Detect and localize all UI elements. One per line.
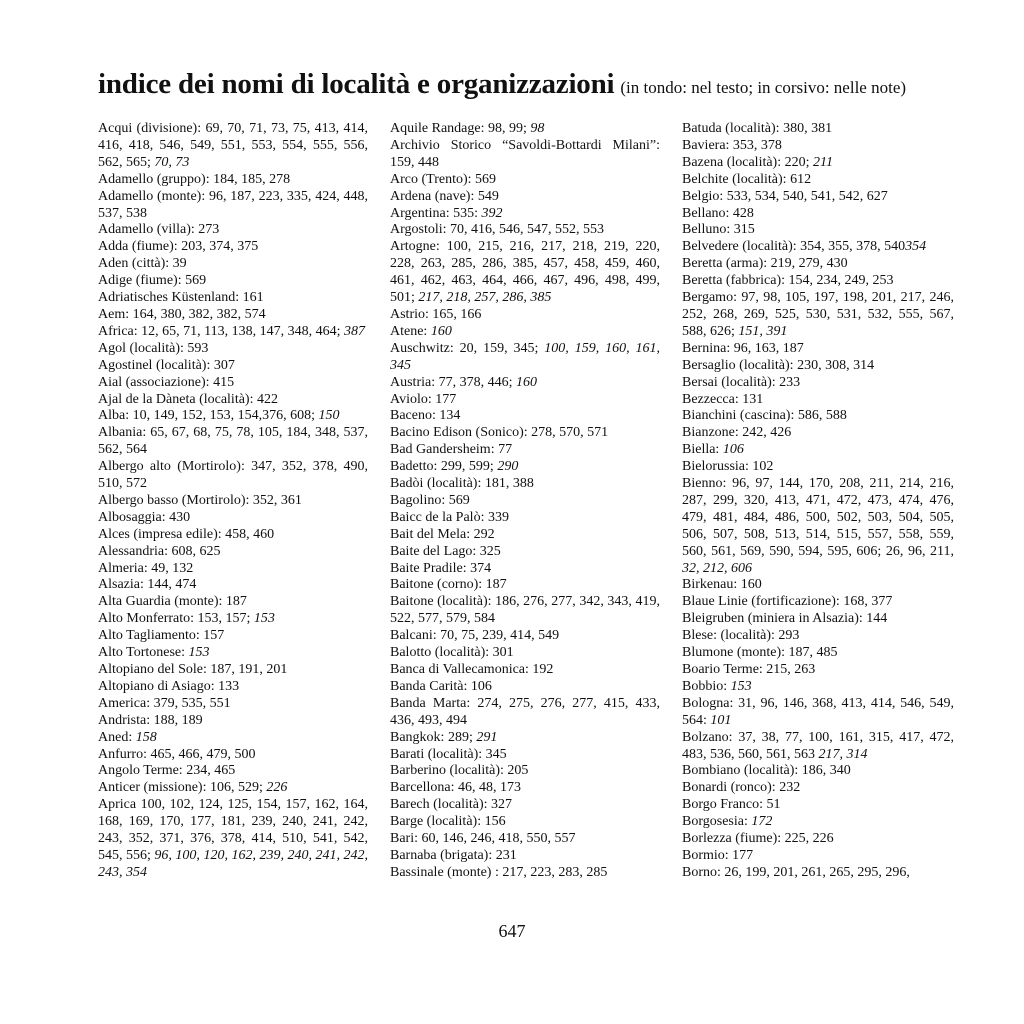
- index-entry: [390, 206, 660, 223]
- index-entry-text: Bersaglio (località): 230, 308, 314: [682, 357, 875, 373]
- index-entry-text: Barcellona: 46, 48, 173: [390, 780, 522, 796]
- index-entry: [98, 290, 368, 307]
- index-entry-text: Alta Guardia (monte): 187: [98, 594, 247, 610]
- index-entry: [390, 780, 660, 797]
- index-entry-text: Albania: 65, 67, 68, 75, 78, 105, 184, 348, 537, 562, 564: [98, 425, 368, 458]
- index-entry: [390, 797, 660, 814]
- index-entry: [682, 155, 954, 172]
- index-entry-note-pages: 158: [135, 729, 157, 745]
- index-entry-text: Aden (città): 39: [98, 256, 187, 272]
- index-entry-note-pages: 70, 73: [154, 154, 190, 170]
- index-entry: [98, 358, 368, 375]
- index-entry-text: Belgio: 533, 534, 540, 541, 542, 627: [682, 188, 888, 204]
- index-entry: [98, 594, 368, 611]
- index-entry: [682, 341, 954, 358]
- index-entry-text: Anfurro: 465, 466, 479, 500: [98, 746, 256, 762]
- index-entry: [390, 189, 660, 206]
- index-entry-text: Bassinale (monte) : 217, 223, 283, 285: [390, 864, 608, 880]
- index-entry: [98, 713, 368, 730]
- index-entry: [390, 425, 660, 442]
- page-heading: [98, 68, 906, 101]
- index-entry-text: Badetto: 299, 599;: [390, 459, 498, 475]
- index-entry: [390, 476, 660, 493]
- index-entry-text: Bagolino: 569: [390, 492, 470, 508]
- page-subtitle: (in tondo: nel testo; in corsivo: nelle note): [620, 78, 907, 97]
- index-entry: [390, 239, 660, 307]
- index-entry: [98, 341, 368, 358]
- index-entry-text: Baicc de la Palò: 339: [390, 509, 509, 525]
- index-entry-text: Alessandria: 608, 625: [98, 543, 221, 559]
- index-entry: [98, 645, 368, 662]
- index-entry-text: Adamello (gruppo): 184, 185, 278: [98, 171, 291, 187]
- index-entry-text: Blaue Linie (fortificazione): 168, 377: [682, 594, 893, 610]
- index-entry-text: Baviera: 353, 378: [682, 137, 782, 153]
- index-entry: [390, 645, 660, 662]
- index-entry-text: Boario Terme: 215, 263: [682, 662, 816, 677]
- page-title: indice dei nomi di località e organizzazioni: [98, 68, 615, 100]
- index-entry-text: Bergamo: 97, 98, 105, 197, 198, 201, 217, 246, 252, 268, 269, 525, 530, 531, 532, 555, 567, 588, 626;: [682, 290, 954, 339]
- index-entry-text: Biella:: [682, 442, 723, 458]
- index-entry-text: Auschwitz: 20, 159, 345;: [390, 340, 545, 356]
- index-entry: [682, 831, 954, 848]
- index-entry-text: Bazena (località): 220;: [682, 154, 813, 170]
- index-entry: [390, 510, 660, 527]
- index-entry: [682, 848, 954, 865]
- index-entry-text: Blumone (monte): 187, 485: [682, 645, 838, 661]
- index-entry-text: Altopiano di Asiago: 133: [98, 678, 240, 694]
- index-entry-note-pages: 226: [266, 780, 288, 796]
- index-entry-text: Bobbio:: [682, 678, 731, 694]
- index-entry: [390, 865, 660, 882]
- index-entry-text: Africa: 12, 65, 71, 113, 138, 147, 348, 464;: [98, 323, 345, 339]
- index-entry: [682, 459, 954, 476]
- index-entry: [98, 239, 368, 256]
- index-entry: [682, 206, 954, 223]
- index-entry: [682, 730, 954, 764]
- index-entry: [390, 730, 660, 747]
- index-entry-text: Altopiano del Sole: 187, 191, 201: [98, 662, 288, 677]
- index-entry-note-pages: 291: [476, 729, 498, 745]
- index-entry-text: Blese: (località): 293: [682, 628, 800, 644]
- index-entry: [98, 273, 368, 290]
- index-entry: [390, 408, 660, 425]
- index-entry: [390, 341, 660, 375]
- index-entry: [682, 189, 954, 206]
- index-entry-text: Bezzecca: 131: [682, 391, 764, 407]
- index-entry-note-pages: 392: [481, 205, 503, 221]
- index-entry: [390, 544, 660, 561]
- index-entry: [682, 628, 954, 645]
- index-entry: [390, 831, 660, 848]
- index-entry-note-pages: 151, 391: [738, 323, 788, 339]
- index-entry: [98, 425, 368, 459]
- index-entry: [682, 577, 954, 594]
- index-entry: [98, 121, 368, 172]
- index-entry-text: Banda Marta: 274, 275, 276, 277, 415, 433, 436, 493, 494: [390, 695, 660, 728]
- index-entry-text: Almeria: 49, 132: [98, 560, 194, 576]
- index-entry: [98, 459, 368, 493]
- index-entry-text: Alto Monferrato: 153, 157;: [98, 611, 254, 627]
- index-entry-text: Barge (località): 156: [390, 814, 506, 830]
- index-entry: [98, 747, 368, 764]
- index-entry: [390, 594, 660, 628]
- index-entry-text: Banda Carità: 106: [390, 678, 492, 694]
- index-entry-text: Bait del Mela: 292: [390, 526, 495, 542]
- index-entry: [98, 730, 368, 747]
- index-entry-text: Baceno: 134: [390, 408, 461, 424]
- index-entry: [682, 797, 954, 814]
- index-entry-text: Agol (località): 593: [98, 340, 209, 356]
- index-entry-text: Bormio: 177: [682, 847, 754, 863]
- index-entry-text: Barberino (località): 205: [390, 763, 529, 779]
- index-entry-text: Badòi (località): 181, 388: [390, 476, 534, 492]
- index-entry: [390, 561, 660, 578]
- index-entry-note-pages: 100, 159, 160, 161, 345: [390, 340, 660, 373]
- index-entry-text: Aprica 100, 102, 124, 125, 154, 157, 162, 164, 168, 169, 170, 177, 181, 239, 240, 241, 242, 243, 352, 371, 376, 378, 414, 510, 541, 542, 545, 556;: [98, 797, 368, 863]
- index-entry: [682, 594, 954, 611]
- index-entry-text: Archivio Storico “Savoldi-Bottardi Milani”: 159, 448: [390, 137, 660, 170]
- index-entry-text: Adriatisches Küstenland: 161: [98, 290, 264, 306]
- index-entry: [98, 392, 368, 409]
- index-entry-text: Aviolo: 177: [390, 391, 457, 407]
- index-entry-text: Ardena (nave): 549: [390, 188, 499, 204]
- index-entry-text: Bologna: 31, 96, 146, 368, 413, 414, 546, 549, 564:: [682, 695, 954, 728]
- index-entry: [98, 256, 368, 273]
- index-entry: [682, 138, 954, 155]
- index-entry: [390, 442, 660, 459]
- index-entry-text: Agostinel (località): 307: [98, 357, 235, 373]
- index-entry-text: Arco (Trento): 569: [390, 171, 497, 187]
- index-entry-text: Barati (località): 345: [390, 746, 507, 762]
- index-entry-note-pages: 290: [497, 459, 519, 475]
- index-entry: [98, 510, 368, 527]
- index-entry-text: Aquile Randage: 98, 99;: [390, 121, 531, 136]
- index-entry-text: Baite del Lago: 325: [390, 543, 501, 559]
- index-entry: [390, 121, 660, 138]
- index-entry: [682, 814, 954, 831]
- index-entry: [390, 747, 660, 764]
- index-entry: [98, 797, 368, 882]
- index-entry-note-pages: 96, 100, 120, 162, 239, 240, 241, 242, 243, 354: [98, 847, 369, 880]
- index-entry: [98, 375, 368, 392]
- index-entry-note-pages: 160: [516, 374, 537, 390]
- index-entry-text: Belvedere (località): 354, 355, 378, 540: [682, 239, 906, 255]
- index-entry-text: Borlezza (fiume): 225, 226: [682, 831, 834, 847]
- index-entry: [682, 645, 954, 662]
- index-entry-text: Argentina: 535:: [390, 205, 482, 221]
- index-entry: [682, 172, 954, 189]
- index-entry-note-pages: 153: [253, 611, 275, 627]
- index-entry: [98, 493, 368, 510]
- index-entry-note-pages: 106: [722, 442, 744, 458]
- index-entry: [98, 544, 368, 561]
- index-entry-text: Ajal de la Dàneta (località): 422: [98, 391, 278, 407]
- index-entry: [682, 392, 954, 409]
- index-column-1: [98, 121, 368, 882]
- index-entry-text: Balcani: 70, 75, 239, 414, 549: [390, 628, 560, 644]
- index-entry-text: Alsazia: 144, 474: [98, 577, 197, 593]
- index-entry-text: Adamello (villa): 273: [98, 222, 220, 238]
- index-entry: [390, 679, 660, 696]
- index-entry-text: Alto Tortonese:: [98, 645, 189, 661]
- index-entry-text: Bianzone: 242, 426: [682, 425, 792, 441]
- index-entry-text: Bernina: 96, 163, 187: [682, 340, 804, 356]
- index-entry-note-pages: 101: [710, 712, 732, 728]
- index-entry: [390, 172, 660, 189]
- index-entry-text: Anticer (missione): 106, 529;: [98, 780, 267, 796]
- index-entry-text: Argostoli: 70, 416, 546, 547, 552, 553: [390, 222, 605, 238]
- index-entry-text: Bacino Edison (Sonico): 278, 570, 571: [390, 425, 609, 441]
- index-entry: [682, 679, 954, 696]
- index-entry-text: Belluno: 315: [682, 222, 755, 238]
- index-entry-note-pages: 217, 314: [818, 746, 868, 762]
- index-entry-text: Astrio: 165, 166: [390, 306, 482, 322]
- index-entry: [390, 848, 660, 865]
- index-entry: [682, 865, 954, 882]
- index-entry: [390, 493, 660, 510]
- index-entry-text: Alto Tagliamento: 157: [98, 628, 225, 644]
- index-entry-text: Bolzano: 37, 38, 77, 100, 161, 315, 417, 472, 483, 536, 560, 561, 563: [682, 729, 954, 762]
- index-entry-note-pages: 211: [813, 154, 833, 170]
- index-entry: [98, 172, 368, 189]
- index-entry: [682, 425, 954, 442]
- index-entry-text: Banca di Vallecamonica: 192: [390, 662, 554, 677]
- index-entry-text: Baite Pradile: 374: [390, 560, 492, 576]
- index-entry-text: Barnaba (brigata): 231: [390, 847, 517, 863]
- index-entry-text: Bombiano (località): 186, 340: [682, 763, 851, 779]
- index-entry-text: Birkenau: 160: [682, 577, 762, 593]
- index-entry: [390, 392, 660, 409]
- index-entry-text: Beretta (arma): 219, 279, 430: [682, 256, 848, 272]
- index-entry: [98, 189, 368, 223]
- index-entry-text: Batuda (località): 380, 381: [682, 121, 833, 136]
- index-entry: [390, 814, 660, 831]
- index-entry: [390, 763, 660, 780]
- index-entry-note-pages: 153: [730, 678, 752, 694]
- index-entry-note-pages: 32, 212, 606: [682, 560, 752, 576]
- index-entry-text: Albergo basso (Mortirolo): 352, 361: [98, 492, 302, 508]
- index-entry-text: Austria: 77, 378, 446;: [390, 374, 516, 390]
- index-entry-text: Borno: 26, 199, 201, 261, 265, 295, 296,: [682, 864, 910, 880]
- index-entry-text: Borgo Franco: 51: [682, 797, 781, 813]
- index-entry: [98, 662, 368, 679]
- index-entry: [682, 476, 954, 577]
- index-entry: [98, 611, 368, 628]
- index-entry: [682, 358, 954, 375]
- index-entry-text: Adige (fiume): 569: [98, 273, 207, 289]
- index-entry-note-pages: 354: [905, 239, 927, 255]
- index-entry-note-pages: 160: [430, 323, 452, 339]
- index-entry-note-pages: 387: [344, 323, 366, 339]
- index-entry-note-pages: 150: [318, 408, 340, 424]
- index-entry: [390, 628, 660, 645]
- index-entry-text: Angolo Terme: 234, 465: [98, 763, 236, 779]
- index-entry-text: Albosaggia: 430: [98, 509, 191, 525]
- index-entry-text: Baitone (località): 186, 276, 277, 342, 343, 419, 522, 577, 579, 584: [390, 594, 660, 627]
- index-entry-text: Alces (impresa edile): 458, 460: [98, 526, 275, 542]
- index-entry: [390, 222, 660, 239]
- index-column-2: [390, 121, 660, 882]
- index-entry: [682, 121, 954, 138]
- index-entry-text: Bleigruben (miniera in Alsazia): 144: [682, 611, 888, 627]
- index-entry-text: Bari: 60, 146, 246, 418, 550, 557: [390, 831, 576, 847]
- index-entry-text: Aial (associazione): 415: [98, 374, 235, 390]
- index-entry: [390, 307, 660, 324]
- index-entry: [98, 324, 368, 341]
- index-entry-text: Bad Gandersheim: 77: [390, 442, 513, 458]
- index-entry: [682, 273, 954, 290]
- index-entry-note-pages: 153: [188, 645, 210, 661]
- index-entry: [98, 222, 368, 239]
- index-entry: [682, 256, 954, 273]
- index-entry: [682, 239, 954, 256]
- index-entry-text: Bangkok: 289;: [390, 729, 477, 745]
- index-entry-text: Bianchini (cascina): 586, 588: [682, 408, 847, 424]
- index-entry-text: Adda (fiume): 203, 374, 375: [98, 239, 259, 255]
- index-entry: [682, 696, 954, 730]
- index-entry-text: Alba: 10, 149, 152, 153, 154,376, 608;: [98, 408, 319, 424]
- index-entry: [390, 527, 660, 544]
- index-entry: [390, 577, 660, 594]
- index-entry-text: Balotto (località): 301: [390, 645, 514, 661]
- index-entry: [390, 696, 660, 730]
- index-entry-text: Artogne: 100, 215, 216, 217, 218, 219, 220, 228, 263, 285, 286, 385, 457, 458, 459, 460, 461, 462, 463, 464, 466, 467, 496, 498, 499, 501;: [390, 239, 660, 306]
- index-entry: [682, 780, 954, 797]
- index-entry: [98, 408, 368, 425]
- index-entry: [390, 138, 660, 172]
- index-entry: [390, 375, 660, 392]
- index-entry-note-pages: 172: [751, 814, 773, 830]
- index-entry-text: Belchite (località): 612: [682, 171, 812, 187]
- index-entry-text: America: 379, 535, 551: [98, 695, 231, 711]
- index-entry: [682, 662, 954, 679]
- index-entry: [682, 290, 954, 341]
- index-entry-text: Bienno: 96, 97, 144, 170, 208, 211, 214, 216, 287, 299, 320, 413, 471, 472, 473, 474, 476, 479, 481, 484, 486, 500, 502, 503, 504, 505, 506, 507, 508, 513, 514, 515, 557, 558, 559, 560, 561, 569, 590, 594, 595, 606; 26, 96, 211,: [682, 476, 954, 559]
- index-entry: [98, 763, 368, 780]
- index-entry: [390, 662, 660, 679]
- index-entry: [390, 324, 660, 341]
- index-entry: [682, 222, 954, 239]
- index-entry: [682, 408, 954, 425]
- index-entry: [98, 679, 368, 696]
- index-entry-text: Albergo alto (Mortirolo): 347, 352, 378, 490, 510, 572: [98, 459, 368, 492]
- index-entry-note-pages: 98: [530, 121, 545, 136]
- index-entry: [682, 611, 954, 628]
- index-entry: [682, 442, 954, 459]
- index-entry: [98, 577, 368, 594]
- index-entry-text: Bellano: 428: [682, 205, 754, 221]
- index-entry-text: Adamello (monte): 96, 187, 223, 335, 424, 448, 537, 538: [98, 188, 368, 221]
- index-entry-text: Bielorussia: 102: [682, 459, 774, 475]
- index-entry-text: Aned:: [98, 729, 136, 745]
- index-entry-text: Acqui (divisione): 69, 70, 71, 73, 75, 413, 414, 416, 418, 546, 549, 551, 553, 554, 555, 556, 562, 565;: [98, 121, 368, 170]
- index-entry-text: Baitone (corno): 187: [390, 577, 507, 593]
- index-entry-text: Beretta (fabbrica): 154, 234, 249, 253: [682, 273, 894, 289]
- page-number: 647: [498, 921, 526, 941]
- index-entry: [390, 459, 660, 476]
- index-entry: [682, 375, 954, 392]
- index-entry-text: Barech (località): 327: [390, 797, 513, 813]
- index-entry: [98, 780, 368, 797]
- index-entry-text: Atene:: [390, 323, 431, 339]
- index-column-3: [682, 121, 954, 882]
- index-entry: [98, 527, 368, 544]
- index-entry: [98, 307, 368, 324]
- index-entry-text: Andrista: 188, 189: [98, 712, 203, 728]
- index-entry: [682, 763, 954, 780]
- index-entry-text: Borgosesia:: [682, 814, 752, 830]
- index-entry: [98, 696, 368, 713]
- index-entry-text: Bonardi (ronco): 232: [682, 780, 801, 796]
- index-entry-note-pages: 217, 218, 257, 286, 385: [418, 290, 552, 306]
- index-entry: [98, 628, 368, 645]
- index-entry-text: Bersai (località): 233: [682, 374, 801, 390]
- index-entry: [98, 561, 368, 578]
- index-entry-text: Aem: 164, 380, 382, 382, 574: [98, 306, 266, 322]
